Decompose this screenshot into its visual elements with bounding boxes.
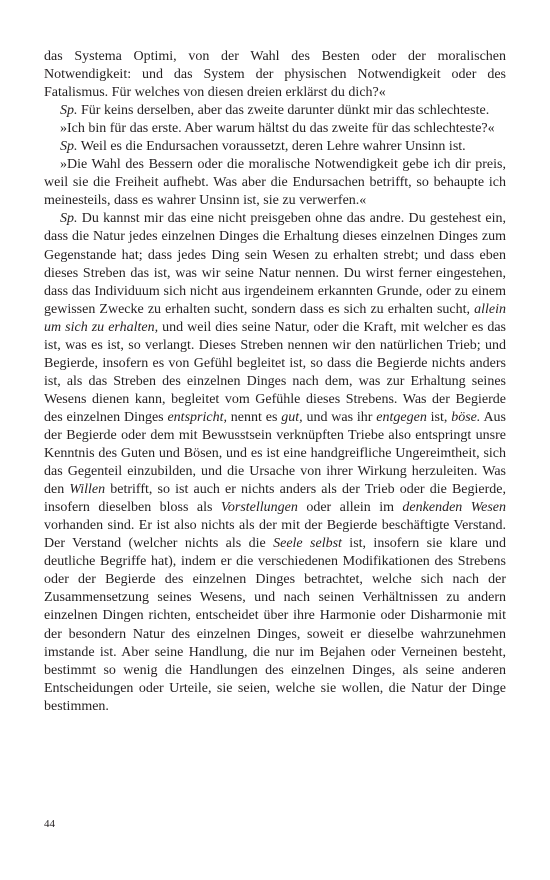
paragraph-6 [44, 210, 506, 715]
emphasis-run: böse. [451, 409, 481, 425]
speaker-label: Sp. [60, 211, 78, 227]
emphasis-run: entspricht, [167, 409, 227, 425]
page-body [44, 48, 506, 716]
text-run: und weil dies seine Natur, oder die Kraft, mit welcher es das ist, was es ist, so verlangt. Dieses Streben nennen wir den natürlichen Trieb; und Begierde, insofern es von Gefühl begleitet ist, so dass die Begierde nichts anders ist, als das Streben des einzelnen Dinges nach dem, was zur Erhaltung seines Wesens dienen kann, begleitet vom Gefühle dieses Strebens. Was der Begierde des einzelnen Dinges [44, 319, 506, 425]
text-run: betrifft, so ist auch er nichts anders als der Trieb oder die Begierde, insofern dieselben bloss als [44, 482, 506, 516]
paragraph-2 [44, 102, 506, 120]
paragraph-2-text: Für keins derselben, aber das zweite darunter dünkt mir das schlechteste. [77, 103, 490, 119]
speaker-label: Sp. [60, 139, 78, 155]
paragraph-1-text: das Systema Optimi, von der Wahl des Besten oder der moralischen Notwendigkeit: und das System der physischen Notwendigkeit oder des Fatalismus. Für welches von diesen dreien erklärst du dich?« [44, 49, 506, 101]
emphasis-run: Willen [69, 482, 106, 498]
text-run: Aus der Begierde oder dem mit Bewusstsein verknüpften Triebe also entspringt unsre Kenntnis des Guten und Bösen, und es ist eine handgreifliche Ungereimtheit, sich das Gegenteil einzubilden, und die Ursache von ihrer Wirkung herzuleiten. Was den [44, 409, 507, 498]
paragraph-1 [44, 48, 506, 102]
emphasis-run: denkenden Wesen [402, 500, 506, 516]
paragraph-5-text: »Die Wahl des Bessern oder die moralische Notwendigkeit gebe ich dir preis, weil sie die Freiheit aufhebt. Was aber die Endursachen betrifft, so behaupte ich meinesteils, dass es wahrer Unsinn ist, sie zu verwerfen.« [44, 157, 506, 209]
text-run: nennt es [226, 409, 282, 425]
emphasis-run: gut, [281, 409, 303, 425]
paragraph-3 [44, 120, 506, 138]
paragraph-4 [44, 138, 506, 156]
speaker-label: Sp. [60, 103, 78, 119]
emphasis-run: Vorstellungen [220, 500, 298, 516]
text-run: ist, insofern sie klare und deutliche Begriffe hat), indem er die verschiedenen Modifikationen des Strebens oder der Begierde des einzelnen Dinges betrachtet, welche sich nach der Zusammensetzung seines Wesens, und nach seinen Verhältnissen zu andern einzelnen Dingen richten, entscheidet über ihre Harmonie oder Disharmonie mit der besondern Natur des einzelnen Dinges, soweit er dieselbe wahrzunehmen imstande ist. Aber seine Handlung, die nur im Bejahen oder Verneinen besteht, bestimmt so wenig die Handlungen des einzelnen Dinges, als seine anderen Entscheidungen oder Urteile, sie seien, welche sie wollen, die Natur der Dinge bestimmen. [44, 536, 506, 714]
page-number: 44 [44, 818, 55, 830]
paragraph-4-text: Weil es die Endursachen voraussetzt, deren Lehre wahrer Unsinn ist. [77, 139, 466, 155]
emphasis-run: entgegen [376, 409, 427, 425]
text-run: oder allein im [297, 500, 403, 516]
text-run: und was ihr [302, 409, 377, 425]
main-text [44, 48, 506, 716]
emphasis-run: Seele selbst [273, 536, 342, 552]
paragraph-3-text: »Ich bin für das erste. Aber warum hältst du das zweite für das schlechteste?« [60, 121, 495, 137]
text-run: Du kannst mir das eine nicht preisgeben ohne das andre. Du gestehest ein, dass die Natur jedes einzelnen Dinges die Erhaltung dieses einzelnen Dinges zum Gegenstande hat; dass jedes Ding sein Wesen zu erhalten strebt; und dass eben dieses Streben das ist, was wir seine Natur nennen. Du wirst ferner eingestehen, dass das Individuum sich nicht aus irgendeinem erkannten Grunde, oder zu einem gewissen Zwecke zu erhalten sucht, sondern dass es sich zu erhalten sucht, [44, 211, 506, 317]
emphasis-run: allein um sich zu erhalten, [44, 301, 506, 335]
paragraph-5 [44, 156, 506, 210]
text-run: ist, [426, 409, 452, 425]
text-run: vorhanden sind. Er ist also nichts als der mit der Begierde beschäftigte Verstand. Der Verstand (welcher nichts als die [44, 518, 506, 552]
